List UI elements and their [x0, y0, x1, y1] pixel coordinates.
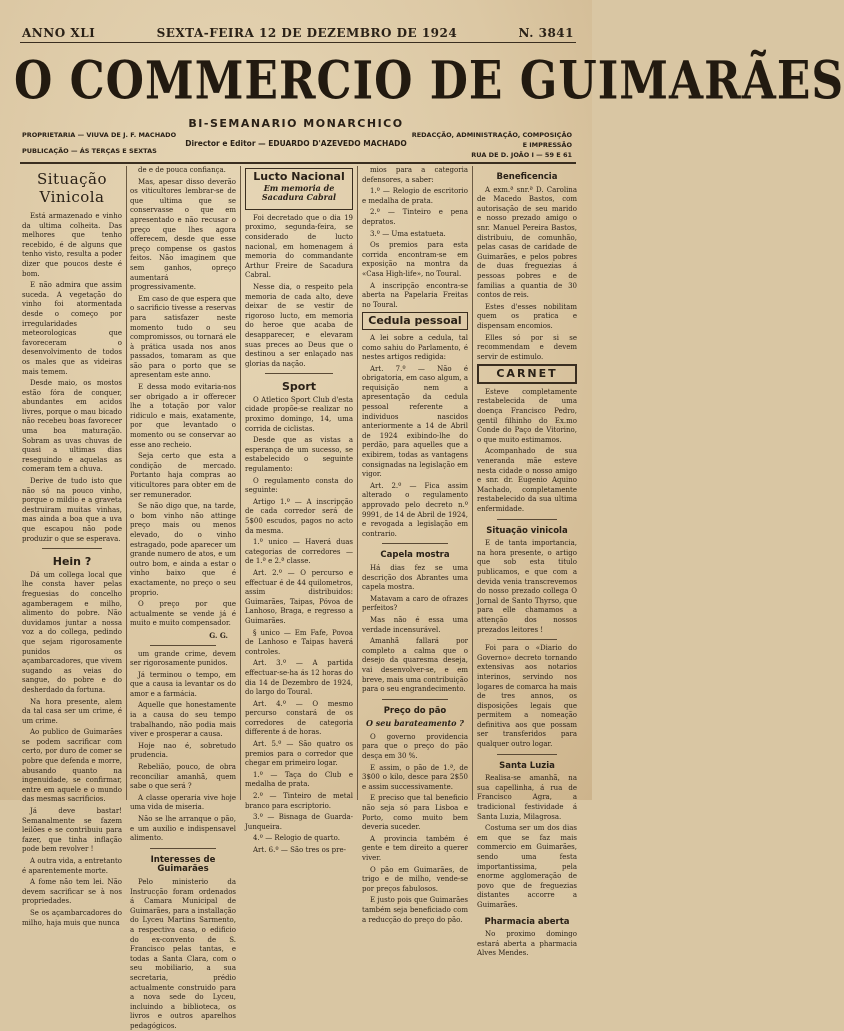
paragraph: E dessa modo evitaria-nos ser obrigado a ir offerecer lhe a totação por valor ridiculo e mais, exatamente, por que levantado o momento ou se conservar ao esse ano recheio. [130, 383, 236, 449]
paragraph: Mas, apesar disso deverão os viticultores lembrar-se de que ultima que se conservasse o que em apresentado e não recusar o preço que lhes agora offerecem, desde que esse preço compense os gastos feitos. Não imaginem que sem ganhos, opreço aumentará progressivamente. [130, 177, 236, 292]
paragraph: Art. 7.º — Não é obrigatoria, em caso algum, a requisição nem a apresentação da cedula pessoal referente a individuos nascidos anteriormente a 14 de Abril de 1924 exibindo-lhe do perdão, para aquelles que a exibirem, todas as vantagens consignadas na legislação em vigor. [362, 364, 468, 479]
article-heading-hein: Hein ? [52, 555, 92, 569]
paragraph: Art. 2.º — O percurso e effectuar é de 44 quilometros, assim distribuidos: Guimarães, Taipas, Póvoa de Lanhoso, Braga, e regresso a Guimarães. [245, 568, 353, 625]
article-heading-pharmacia: Pharmacia aberta [484, 916, 570, 927]
paragraph: Em caso de que espera que o sacrificio tivesse a reservas para satisfazer neste momento tudo o seu compromissos, ou tornará ele à prática usada nos anos passados, tomaram as que são para o porto que se apresentam este anno. [130, 294, 236, 380]
paragraph: Desde maio, os mostos estão fóra de conquer, abundantes em acidos livres, porque o mau bicado não recebeu boas favorecer uma boa maturação. Sobram as uvas chuvas de quasi a ultimas dias reseguindo e aquelas as comeram tem a chuva. [22, 379, 122, 474]
paragraph: 2.º — Tinteiro e pena depratos. [362, 208, 468, 226]
paragraph: Esteve completamente restabelecida de uma doença Francisco Pedro, gentil filhinho do Ex.mo Conde do Paço de Vitorino, o que muito estimamos. [477, 387, 577, 444]
paragraph: mios para a categoria defensores, a saber: [362, 166, 468, 184]
paragraph: A lei sobre a cedula, tal como sahiu do Parlamento, é nestes artigos redigida: [362, 333, 468, 362]
paragraph: A inscripção encontra-se aberta na Papelaria Freitas no Toural. [362, 281, 468, 309]
paragraph: Art. 3.º — A partida effectuar-se-ha ás 12 horas do dia 14 de Dezembro de 1924, do largo do Toural. [245, 659, 353, 697]
paragraph: O regulamento consta do seguinte: [245, 476, 353, 495]
publication-line: PUBLICAÇÃO — ÁS TERÇAS E SEXTAS [22, 147, 157, 155]
column-divider [240, 166, 241, 800]
article-subheading-barateamento: O seu barateamento ? [366, 718, 464, 729]
paragraph: Seja certo que esta a condição de mercado. Portanto haja compras ao viticultores para obter em de ser remunerador. [130, 452, 236, 499]
paragraph: Elles só por si se recommendam e devem servir de estimulo. [477, 333, 577, 361]
column-3 [245, 166, 353, 854]
issue-number: N. 3841 [518, 26, 574, 40]
paragraph: Acompanhado de sua veneranda mãe esteve nesta cidade o nosso amigo e snr. dr. Eugenio Aquino Machado, completamente restabelecido da sua ultima enfermidade. [477, 447, 577, 513]
top-rule [20, 42, 576, 43]
paragraph: E de tanta importancia, na hora presente, o artigo que sob esta titulo publicamos, e que com a devida venia transcrevemos do nosso prezado collega O Jornal de Santo Thyrso, que para elle chamamos a attenção dos nossos prezados leitores ! [477, 539, 577, 634]
header-rule [20, 162, 576, 164]
article-heading-sport: Sport [281, 380, 317, 394]
column-divider [357, 166, 358, 800]
paragraph: § unico — Em Fafe, Povoa de Lanhoso e Taipas haverá controles. [245, 628, 353, 656]
box-title-lucto: Lucto Nacional [253, 170, 345, 183]
paragraph: Mas não é essa uma verdade incensurável. [362, 615, 468, 634]
paragraph: Aquelle que honestamente ia a causa do seu tempo trabalhando, não podia mais viver e prosperar a causa. [130, 701, 236, 739]
article-heading-situacao: Situação Vinicola [36, 170, 108, 206]
paragraph: Rebelião, pouco, de obra reconciliar amanhã, quem sabe o que será ? [130, 763, 236, 791]
paragraph: 3.º — Bisnaga de Guarda-Junqueira. [245, 813, 353, 831]
paragraph: 1.º unico — Haverá duas categorias de corredores — de 1.ª e 2.ª classe. [245, 538, 353, 566]
paragraph: E assim, o pão de 1.ª, de 3$00 o kilo, desce para 2$50 e assim successivamente. [362, 763, 468, 791]
paragraph: Artigo 1.º — A inscripção de cada corredor será de 5$00 escudos, pagos no acto da mesma. [245, 497, 353, 535]
divider [150, 645, 216, 646]
paragraph: Dá um collega local que lhe consta haver pelas freguesias do concelho agamberagem e milho, alimento do pobre. Não duvidamos juntar a nossa voz a do collega, pedindo que sejam rigorosamente punidos os açambarcadores, que vivem sugando as veias do sangue, do pobre e do desherdado da fortuna. [22, 570, 122, 694]
paragraph: Está armazenado e vinho da ultima colheita. Das melhores que tenho recebido, é de alguns que tenho visto, resulta a poder dizer que poucos deste é bom. [22, 212, 122, 278]
article-heading-capela: Capela mostra [380, 550, 450, 561]
signature: G. G. [209, 630, 228, 640]
masthead-subtitle: BI-SEMANARIO MONARCHICO [188, 117, 404, 130]
article-heading-beneficencia: Beneficencia [496, 172, 558, 182]
owner-line: PROPRIETARIA — VIUVA DE J. F. MACHADO [22, 131, 177, 139]
divider [382, 543, 448, 544]
cedula-box [362, 312, 468, 330]
top-line [22, 26, 574, 40]
divider [42, 548, 102, 549]
article-heading-situacao-vinicola: Situação vinicola [486, 525, 568, 536]
column-divider [472, 166, 473, 800]
paragraph: 3.º — Uma estatueta. [370, 229, 446, 238]
paragraph: Amanhã fallará por completo a calma que o desejo da quaresma deseja, vai desenvolver-se, e em breve, mais uma contribuição para o seu engrandecimento. [362, 637, 468, 694]
paragraph: A outra vida, a entretanto é aparentemente morte. [22, 857, 122, 875]
column-divider [126, 166, 127, 800]
paragraph: O pão em Guimarães, de trigo e de milho, vende-se por preços fabulosos. [362, 865, 468, 893]
paragraph: Realisa-se amanhã, na sua capellinha, á rua de Francisco Agra, a tradicional festividade á Santa Luzia, Milagrosa. [477, 774, 577, 821]
paragraph: um grande crime, devem ser rigorosamente punidos. [130, 649, 236, 668]
paragraph: Desde que as vistas a esperança de um sucesso, se estabelecido o seguinte regulamento: [245, 436, 353, 474]
year-label: ANNO XLI [22, 26, 96, 40]
paragraph: Não se lhe arranque o pão, e um auxilio e indispensavel alimento. [130, 815, 236, 843]
paragraph: Art. 2.º — Fica assim alterado o regulamento approvado pelo decreto n.º 9991, de 14 de Abril de 1924, e revogada a legislação em contrario. [362, 481, 468, 538]
paragraph: A provincia também é gente e tem direito a querer viver. [362, 834, 468, 862]
office-line-1: REDACÇÃO, ADMINISTRAÇÃO, COMPOSIÇÃO [411, 131, 572, 139]
paragraph: Ao publico de Guimarães se podem sacrificar com certo, por duro de comer se pobre que defenda e morre, abusando quanto na ingenuidade, se confirmar, entre em aquele e o mundo das mesmas sacrificios. [22, 728, 122, 804]
paragraph: Se os açambarcadores do milho, haja muis que nunca [22, 908, 122, 927]
article-heading-interesses: Interesses de Guimarães [150, 854, 216, 875]
divider [382, 699, 448, 700]
paragraph: Na hora presente, alem da tal casa ser um crime, é um crime. [22, 697, 122, 725]
paragraph: de e de pouca confiança. [138, 166, 226, 174]
divider [497, 754, 557, 755]
article-heading-preco-pao: Preço do pão [383, 705, 447, 716]
paragraph: No proximo domingo estará aberta a pharmacia Alves Mendes. [477, 930, 577, 958]
paragraph: A exm.ª snr.ª D. Carolina de Macedo Bastos, com autorisação de seu marido e nosso prezado amigo o snr. Manuel Pereira Bastos, distribuiu, de comunhão, pelas casas de caridade de Guimarães, e pelos pobres de duas freguezias á pessoas pobres e de familias a quantia de 30 contos de reis. [477, 185, 577, 300]
paragraph: Art. 5.º — São quatro os premios para o corredor que chegar em primeiro logar. [245, 740, 353, 768]
paragraph: E não admira que assim suceda. A vegetação do vinho foi atormentada desde o começo por irregularidades meteorologicas que favoreceram o desenvolvimento de todos os males que as videiras mais temem. [22, 281, 122, 376]
paragraph: Art. 4.º — O mesmo percurso constará de os corredores de categoria differente á de horas. [245, 699, 353, 737]
paragraph: Já terminou o tempo, em que a causa ia levantar os do amor e a farmácia. [130, 670, 236, 698]
column-5 [477, 166, 577, 958]
paragraph: A fome não tem lei. Não devem sacrificar se à nos propriedades. [22, 878, 122, 906]
column-4 [362, 166, 468, 924]
paragraph: Art. 6.º — São tres os pre- [253, 846, 346, 854]
paragraph: 2.º — Tinteiro de metal branco para escriptorio. [245, 792, 353, 810]
article-heading-santa-luzia: Santa Luzia [499, 760, 555, 771]
paragraph: Nesse dia, o respeito pela memoria de cada alto, deve deixar de se vestir de rigoroso lucto, em memoria do heroe que acaba de desapparecer, e elevaram suas preces ao Deus que o destinou a ser enlaçado nas glorias da nação. [245, 282, 353, 368]
box-title-carnet: CARNET [496, 367, 558, 381]
divider [497, 639, 557, 640]
column-1 [22, 166, 122, 927]
paragraph: Já deve bastar! Semanalmente se fazem leilões e se contribuiu para fazer, que tinha inflação pode bem revolver ! [22, 807, 122, 854]
paragraph: Hoje nao é, sobretudo prudencia. [130, 741, 236, 760]
paragraph: 1.º — Taça do Club e medalha de prata. [245, 770, 353, 789]
paragraph: Foi decretado que o dia 19 proximo, segunda-feira, se considerado de lucto nacional, em homenagem á memoria do commandante Arthur Freire de Sacadura Cabral. [245, 213, 353, 280]
paragraph: E justo pois que Guimarães também seja beneficiado com a reducção do preço do pão. [362, 896, 468, 924]
paragraph: Derive de tudo isto que não só na pouco vinho, porque o mildio e a graveta destruiram muitas vinhas, mas ainda a boa que a uva que escapou não pode produzir o que se esperava. [22, 477, 122, 543]
paragraph: O preço por que actualmente se vende já é muito e muito compensador. [130, 600, 236, 628]
paragraph: Estes d'esses nobilitam quem os pratica e dispensam encomios. [477, 302, 577, 330]
date-label: SEXTA-FEIRA 12 DE DEZEMBRO DE 1924 [156, 26, 458, 40]
office-line-2: E IMPRESSÃO [522, 141, 572, 149]
paragraph: Pelo ministerio da Instrucção foram ordenados á Camara Municipal de Guimarães, para a installação do Lyceu Martins Sarmento, a respectiva casa, o edificio do ex-convento de S. Francisco pelas tantas, e todas a Santa Clara, com o seu mobiliario, a sua secretaria, prédio actualmente construido para a nova sede do Lyceu, incluindo a biblioteca, os livros e outros aparelhos pedagógicos. [130, 877, 236, 1030]
carnet-box [477, 364, 577, 384]
masthead-title: O COMMERCIO DE GUIMARÃES [14, 51, 844, 112]
paragraph: Os premios para esta corrida encontram-se em exposição na montra da «Casa High-life», no Toural. [362, 241, 468, 278]
paragraph: 1.º — Relogio de escritorio e medalha de prata. [362, 187, 468, 205]
editor-line: Director e Editor — EDUARDO D'AZEVEDO MACHADO [185, 139, 407, 148]
divider [497, 519, 557, 520]
paragraph: 4.º — Relogio de quarto. [253, 834, 340, 843]
paragraph: Foi para o «Diario do Governo» decreto tornando extensivas aos notarios interinos, servindo nos logares de comarca ha mais de tres annos, os disposições legais que permitem a nomeação definitiva aos que possam ser transferidos para qualquer outro logar. [477, 644, 577, 749]
office-line-3: RUA DE D. JOÃO I — 59 E 61 [471, 151, 572, 159]
paragraph: Costuma ser um dos dias em que se faz mais commercio em Guimarães, sendo uma festa importantissima, pela enorme agglomeração de povo que de freguezias distantes accorre a Guimarães. [477, 824, 577, 909]
paragraph: Matavam a caro de ofrazes perfeitos? [362, 594, 468, 613]
paragraph: O Atletico Sport Club d'esta cidade propõe-se realizar no proximo domingo, 14, uma corrida de ciclistas. [245, 395, 353, 433]
box-subtitle-lucto: Em memoria de Sacadura Cabral [261, 182, 337, 203]
divider [150, 848, 216, 849]
paragraph: Há dias fez se uma descrição dos Abrantes uma capela mostra. [362, 563, 468, 592]
paragraph: A classe operaria vive hoje uma vida de miseria. [130, 793, 236, 812]
paragraph: E preciso que tal beneficio não seja só para Lisboa e Porto, como muito bem deveria suceder. [362, 794, 468, 832]
lucto-box [245, 168, 353, 210]
divider [265, 373, 333, 374]
paragraph: Se não digo que, na tarde, o bom vinho não attinge preço mais ou menos elevado, do o vinho estragado, pode aparecer um grande numero de atos, e um outro bom, e ainda a estar o vinho baixo que é exactamente, no preço o seu proprio. [130, 502, 236, 597]
paragraph: O governo providencia para que o preço do pão desça em 30 %. [362, 732, 468, 761]
column-2 [130, 166, 236, 1030]
box-title-cedula: Cedula pessoal [368, 314, 462, 328]
